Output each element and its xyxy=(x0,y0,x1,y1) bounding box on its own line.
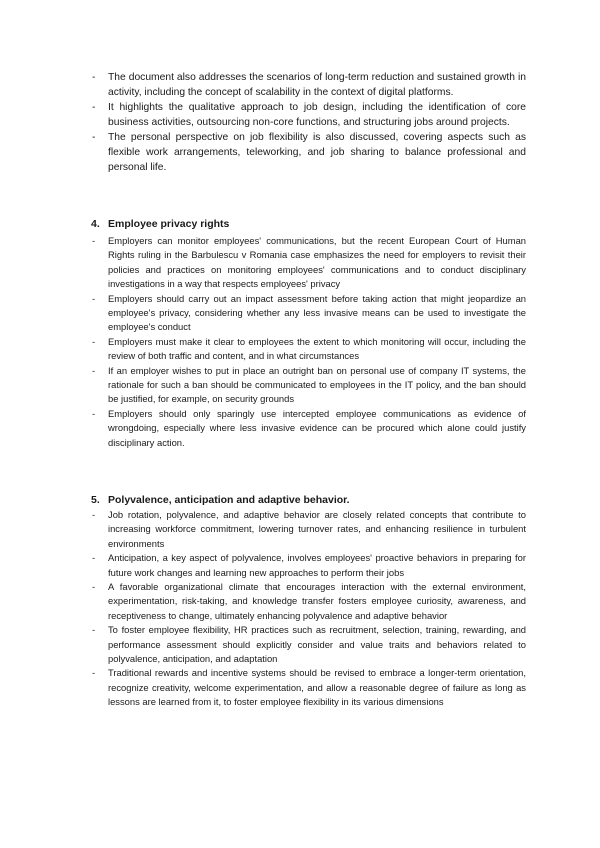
section-title: Polyvalence, anticipation and adaptive behavior. xyxy=(108,494,350,506)
list-item-text: To foster employee flexibility, HR practices such as recruitment, selection, training, rewarding, and performance assessment should explicitly consider and value traits and behaviors related to polyvalence, anticipation, and adaptation xyxy=(108,624,526,665)
list-item xyxy=(92,335,526,364)
bullet-marker: - xyxy=(92,72,96,83)
section-5-bullet-list xyxy=(92,508,526,710)
section-4-heading xyxy=(91,218,229,230)
list-item-text: Anticipation, a key aspect of polyvalence, involves employees' proactive behaviors in preparing for future work changes and learning new approaches to perform their jobs xyxy=(108,552,526,578)
list-item-text: If an employer wishes to put in place an outright ban on personal use of company IT systems, the rationale for such a ban should be communicated to employees in the IT policy, and the ban should be justified, for example, on security grounds xyxy=(108,364,526,405)
bullet-marker: - xyxy=(92,407,96,419)
section-number: 5. xyxy=(91,494,100,506)
list-item xyxy=(92,580,526,623)
bullet-marker: - xyxy=(92,235,96,246)
bullet-marker: - xyxy=(92,667,96,679)
list-item-text: Job rotation, polyvalence, and adaptive behavior are closely related concepts that contribute to increasing workforce commitment, lowering turnover rates, and enhancing resilience in turbulent environments xyxy=(108,509,526,549)
list-item xyxy=(92,551,526,580)
section-number: 4. xyxy=(91,218,100,230)
list-item-text: A favorable organizational climate that encourages interaction with the external environment, experimentation, risk-taking, and knowledge transfer fosters employee curiosity, awareness, and receptiveness to change, ultimately enhancing polyvalence and adaptive behavior xyxy=(108,581,526,621)
bullet-marker: - xyxy=(92,624,96,636)
section-title: Employee privacy rights xyxy=(108,218,230,230)
list-item xyxy=(92,100,526,130)
list-item xyxy=(92,666,526,709)
list-item-text: Employers can monitor employees' communications, but the recent European Court of Human Rights ruling in the Barbulescu v Romania case emphasizes the need for employers to revisit their policies and practices on monitoring employees' communications and to conduct disciplinary investigations in a way that respects employees' privacy xyxy=(108,235,526,290)
intro-bullet-list xyxy=(92,70,526,175)
list-item xyxy=(92,292,526,335)
list-item-text: Employers should only sparingly use intercepted employee communications as evidence of wrongdoing, especially where less invasive evidence can be procured which alone could justify disciplinary action. xyxy=(108,407,526,448)
bullet-marker: - xyxy=(92,581,96,593)
list-item xyxy=(92,407,526,450)
list-item xyxy=(92,130,526,175)
list-item xyxy=(92,234,526,292)
bullet-marker: - xyxy=(92,364,96,376)
list-item-text: Employers must make it clear to employees the extent to which monitoring will occur, including the review of both traffic and content, and in what circumstances xyxy=(108,335,526,362)
list-item xyxy=(92,623,526,666)
bullet-marker: - xyxy=(92,102,96,113)
bullet-marker: - xyxy=(92,552,96,564)
section-5-heading xyxy=(91,494,350,506)
list-item xyxy=(92,364,526,407)
list-item-text: The personal perspective on job flexibility is also discussed, covering aspects such as flexible work arrangements, teleworking, and job sharing to balance professional and personal life. xyxy=(108,132,526,173)
list-item xyxy=(92,508,526,551)
list-item-text: Traditional rewards and incentive systems should be revised to embrace a longer-term orientation, recognize creativity, welcome experimentation, and allow a reasonable degree of failure as long as lessons are learned from it, to foster employee flexibility in its various dimensions xyxy=(108,667,526,708)
bullet-marker: - xyxy=(92,292,96,304)
list-item-text: The document also addresses the scenarios of long-term reduction and sustained growth in activity, including the concept of scalability in the context of digital platforms. xyxy=(108,72,526,98)
list-item-text: Employers should carry out an impact assessment before taking action that might jeopardize an employee's privacy, considering whether any less invasive means can be used to investigate the employee's conduct xyxy=(108,292,526,333)
bullet-marker: - xyxy=(92,509,96,520)
bullet-marker: - xyxy=(92,132,96,143)
section-4-bullet-list xyxy=(92,234,526,450)
bullet-marker: - xyxy=(92,335,96,347)
list-item xyxy=(92,70,526,100)
list-item-text: It highlights the qualitative approach to job design, including the identification of core business activities, outsourcing non-core functions, and structuring jobs around projects. xyxy=(108,102,526,128)
